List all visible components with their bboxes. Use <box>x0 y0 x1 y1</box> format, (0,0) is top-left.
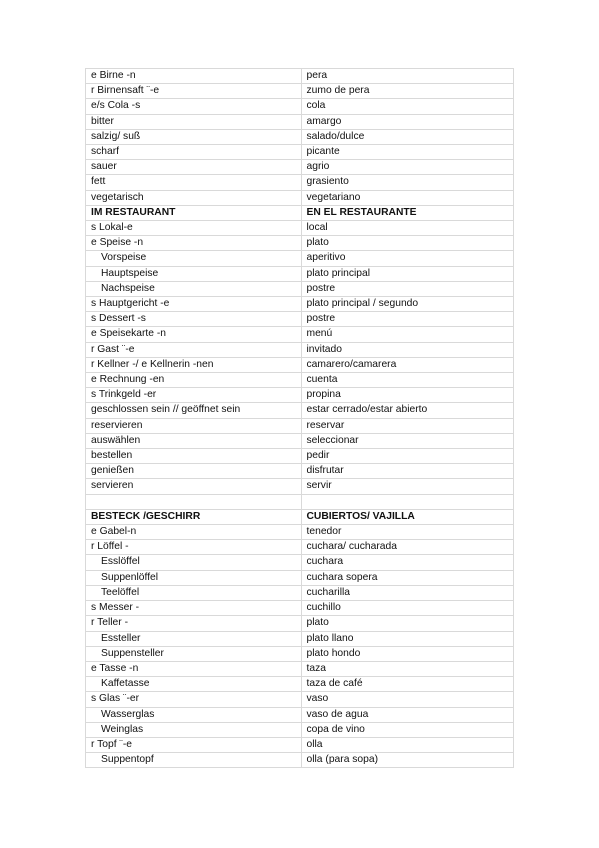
german-term-cell: auswählen <box>86 433 302 448</box>
table-row <box>86 722 514 737</box>
table-row <box>86 661 514 676</box>
table-row <box>86 692 514 707</box>
german-term-cell: Suppenlöffel <box>86 570 302 585</box>
german-term-cell: s Hauptgericht -e <box>86 297 302 312</box>
table-row <box>86 388 514 403</box>
table-row <box>86 646 514 661</box>
table-row <box>86 585 514 600</box>
german-term-cell: e/s Cola -s <box>86 99 302 114</box>
spanish-term-cell: vaso de agua <box>301 707 514 722</box>
spanish-term-cell: plato principal <box>301 266 514 281</box>
table-row <box>86 570 514 585</box>
german-term-cell: vegetarisch <box>86 190 302 205</box>
table-row <box>86 479 514 494</box>
spanish-term-cell: local <box>301 221 514 236</box>
german-term-cell: Wasserglas <box>86 707 302 722</box>
german-term-cell: fett <box>86 175 302 190</box>
table-row <box>86 494 514 509</box>
table-row <box>86 373 514 388</box>
german-term-cell: bestellen <box>86 449 302 464</box>
spanish-term-cell: amargo <box>301 114 514 129</box>
german-term-cell: e Rechnung -en <box>86 373 302 388</box>
german-term-cell: e Tasse -n <box>86 661 302 676</box>
spanish-term-cell: disfrutar <box>301 464 514 479</box>
section-header-row <box>86 205 514 220</box>
german-term-cell: r Löffel - <box>86 540 302 555</box>
german-term-cell: scharf <box>86 145 302 160</box>
table-row <box>86 145 514 160</box>
section-header-row <box>86 509 514 524</box>
table-row <box>86 175 514 190</box>
german-term-cell: Weinglas <box>86 722 302 737</box>
spanish-term-cell: cola <box>301 99 514 114</box>
german-term-cell: Essteller <box>86 631 302 646</box>
spanish-term-cell: agrio <box>301 160 514 175</box>
spanish-term-cell: estar cerrado/estar abierto <box>301 403 514 418</box>
german-term-cell: IM RESTAURANT <box>86 205 302 220</box>
spanish-term-cell: cuenta <box>301 373 514 388</box>
table-row <box>86 357 514 372</box>
german-term-cell: Nachspeise <box>86 281 302 296</box>
table-row <box>86 616 514 631</box>
spanish-term-cell: postre <box>301 281 514 296</box>
table-row <box>86 327 514 342</box>
german-term-cell: s Messer - <box>86 601 302 616</box>
table-row <box>86 418 514 433</box>
spanish-term-cell: postre <box>301 312 514 327</box>
table-row <box>86 342 514 357</box>
table-row <box>86 403 514 418</box>
table-row <box>86 190 514 205</box>
spanish-term-cell: plato <box>301 616 514 631</box>
table-row <box>86 281 514 296</box>
spanish-term-cell: menú <box>301 327 514 342</box>
table-row <box>86 266 514 281</box>
german-term-cell: reservieren <box>86 418 302 433</box>
spanish-term-cell: pedir <box>301 449 514 464</box>
spanish-term-cell: cuchara <box>301 555 514 570</box>
table-row <box>86 707 514 722</box>
table-row <box>86 129 514 144</box>
spanish-term-cell: invitado <box>301 342 514 357</box>
spanish-term-cell: grasiento <box>301 175 514 190</box>
german-term-cell: Esslöffel <box>86 555 302 570</box>
german-term-cell: bitter <box>86 114 302 129</box>
german-term-cell: Suppentopf <box>86 753 302 768</box>
spanish-term-cell: plato <box>301 236 514 251</box>
spanish-term-cell: taza de café <box>301 677 514 692</box>
table-row <box>86 631 514 646</box>
spanish-term-cell: plato hondo <box>301 646 514 661</box>
table-row <box>86 464 514 479</box>
spanish-term-cell: cucharilla <box>301 585 514 600</box>
table-row <box>86 251 514 266</box>
german-term-cell: s Lokal-e <box>86 221 302 236</box>
table-row <box>86 221 514 236</box>
spanish-term-cell: CUBIERTOS/ VAJILLA <box>301 509 514 524</box>
table-row <box>86 677 514 692</box>
german-term-cell: s Trinkgeld -er <box>86 388 302 403</box>
spanish-term-cell: aperitivo <box>301 251 514 266</box>
german-term-cell: Hauptspeise <box>86 266 302 281</box>
table-row <box>86 737 514 752</box>
table-row <box>86 312 514 327</box>
german-term-cell: r Gast ¨-e <box>86 342 302 357</box>
german-term-cell: e Speisekarte -n <box>86 327 302 342</box>
vocabulary-table-body <box>86 69 514 768</box>
spanish-term-cell: plato principal / segundo <box>301 297 514 312</box>
spanish-term-cell: salado/dulce <box>301 129 514 144</box>
spanish-term-cell: copa de vino <box>301 722 514 737</box>
spanish-term-cell: tenedor <box>301 525 514 540</box>
spanish-term-cell: zumo de pera <box>301 84 514 99</box>
table-row <box>86 84 514 99</box>
spanish-term-cell: pera <box>301 69 514 84</box>
spanish-term-cell: vaso <box>301 692 514 707</box>
spanish-term-cell: vegetariano <box>301 190 514 205</box>
table-row <box>86 297 514 312</box>
table-row <box>86 99 514 114</box>
german-term-cell: genießen <box>86 464 302 479</box>
table-row <box>86 236 514 251</box>
spanish-term-cell: EN EL RESTAURANTE <box>301 205 514 220</box>
table-row <box>86 433 514 448</box>
german-term-cell: servieren <box>86 479 302 494</box>
german-term-cell: s Glas ¨-er <box>86 692 302 707</box>
german-term-cell: BESTECK /GESCHIRR <box>86 509 302 524</box>
spanish-term-cell: taza <box>301 661 514 676</box>
table-row <box>86 114 514 129</box>
spanish-term-cell: servir <box>301 479 514 494</box>
spanish-term-cell: picante <box>301 145 514 160</box>
table-row <box>86 69 514 84</box>
german-term-cell: r Birnensaft ¨-e <box>86 84 302 99</box>
german-term-cell <box>86 494 302 509</box>
spanish-term-cell: seleccionar <box>301 433 514 448</box>
german-term-cell: r Teller - <box>86 616 302 631</box>
spanish-term-cell: cuchara sopera <box>301 570 514 585</box>
german-term-cell: Vorspeise <box>86 251 302 266</box>
spanish-term-cell: olla <box>301 737 514 752</box>
vocabulary-table <box>85 68 514 768</box>
spanish-term-cell: camarero/camarera <box>301 357 514 372</box>
german-term-cell: sauer <box>86 160 302 175</box>
spanish-term-cell: cuchara/ cucharada <box>301 540 514 555</box>
table-row <box>86 160 514 175</box>
german-term-cell: geschlossen sein // geöffnet sein <box>86 403 302 418</box>
spanish-term-cell: plato llano <box>301 631 514 646</box>
table-row <box>86 555 514 570</box>
german-term-cell: Kaffetasse <box>86 677 302 692</box>
german-term-cell: e Birne -n <box>86 69 302 84</box>
german-term-cell: s Dessert -s <box>86 312 302 327</box>
german-term-cell: salzig/ suß <box>86 129 302 144</box>
spanish-term-cell: reservar <box>301 418 514 433</box>
german-term-cell: r Kellner -/ e Kellnerin -nen <box>86 357 302 372</box>
spanish-term-cell: olla (para sopa) <box>301 753 514 768</box>
table-row <box>86 753 514 768</box>
table-row <box>86 601 514 616</box>
german-term-cell: Teelöffel <box>86 585 302 600</box>
spanish-term-cell <box>301 494 514 509</box>
german-term-cell: e Speise -n <box>86 236 302 251</box>
table-row <box>86 525 514 540</box>
table-row <box>86 540 514 555</box>
table-row <box>86 449 514 464</box>
german-term-cell: r Topf ¨-e <box>86 737 302 752</box>
german-term-cell: e Gabel-n <box>86 525 302 540</box>
spanish-term-cell: propina <box>301 388 514 403</box>
german-term-cell: Suppensteller <box>86 646 302 661</box>
spanish-term-cell: cuchillo <box>301 601 514 616</box>
